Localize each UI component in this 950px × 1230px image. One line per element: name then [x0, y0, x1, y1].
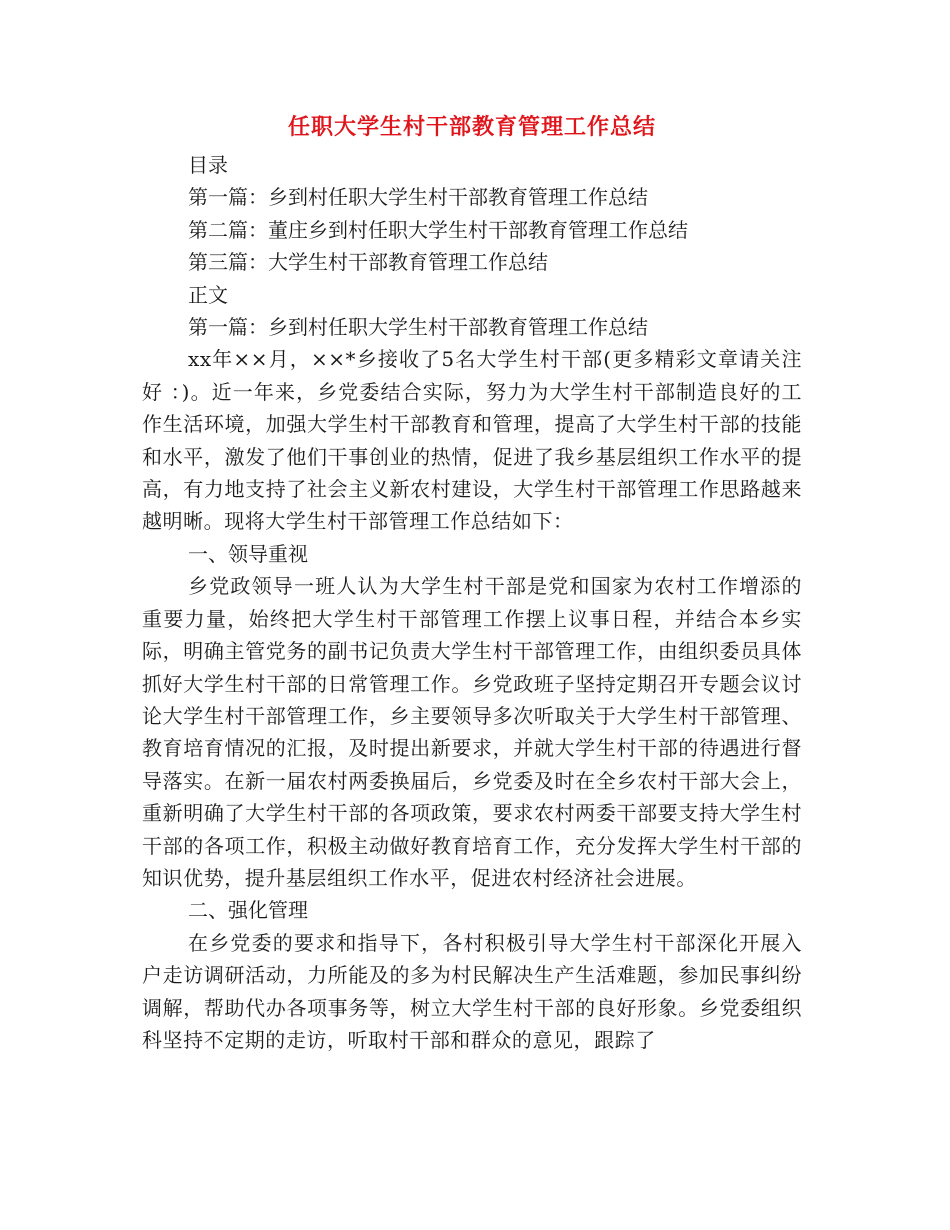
toc-item-2: 第二篇：董庄乡到村任职大学生村干部教育管理工作总结: [188, 217, 688, 242]
section-2-heading: 二、强化管理: [188, 898, 308, 923]
toc-item-1: 第一篇：乡到村任职大学生村干部教育管理工作总结: [188, 185, 648, 210]
toc-heading: 目录: [188, 153, 228, 177]
section-1-paragraph: 乡党政领导一班人认为大学生村干部是党和国家为农村工作增添的重要力量，始终把大学生村干部管理工作摆上议事日程，并结合本乡实际，明确主管党务的副书记负责大学生村干部管理工作，由组织委员具体抓好大学生村干部的日常管理工作。乡党政班子坚持定期召开专题会议讨论大学生村干部管理工作，乡主要领导多次听取关于大学生村干部管理、教育培育情况的汇报，及时提出新要求，并就大学生村干部的待遇进行督导落实。在新一届农村两委换届后，乡党委及时在全乡农村干部大会上，重新明确了大学生村干部的各项政策，要求农村两委干部要支持大学生村干部的各项工作，积极主动做好教育培育工作，充分发挥大学生村干部的知识优势，提升基层组织工作水平，促进农村经济社会进展。: [142, 574, 802, 890]
body-heading: 正文: [188, 282, 228, 307]
intro-paragraph: xx年××月，××*乡接收了5名大学生村干部(更多精彩文章请关注好 ：)。近一年来，乡党委结合实际，努力为大学生村干部制造良好的工作生活环境，加强大学生村干部教育和管理，提高了大学生村干部的技能和水平，激发了他们干事创业的热情，促进了我乡基层组织工作水平的提高，有力地支持了社会主义新农村建设，大学生村干部管理工作思路越来越明晰。现将大学生村干部管理工作总结如下：: [142, 347, 802, 534]
document-page: [142, 105, 802, 1056]
section-2-paragraph: 在乡党委的要求和指导下，各村积极引导大学生村干部深化开展入户走访调研活动，力所能及的多为村民解决生产生活难题，参加民事纠纷调解，帮助代办各项事务等，树立大学生村干部的良好形象。乡党委组织科坚持不定期的走访，听取村干部和群众的意见，跟踪了: [142, 930, 802, 1052]
toc-item-3: 第三篇：大学生村干部教育管理工作总结: [188, 250, 548, 275]
document-title: 任职大学生村干部教育管理工作总结: [287, 114, 656, 140]
article-title: 第一篇：乡到村任职大学生村干部教育管理工作总结: [188, 315, 648, 340]
section-1-heading: 一、领导重视: [188, 541, 308, 566]
